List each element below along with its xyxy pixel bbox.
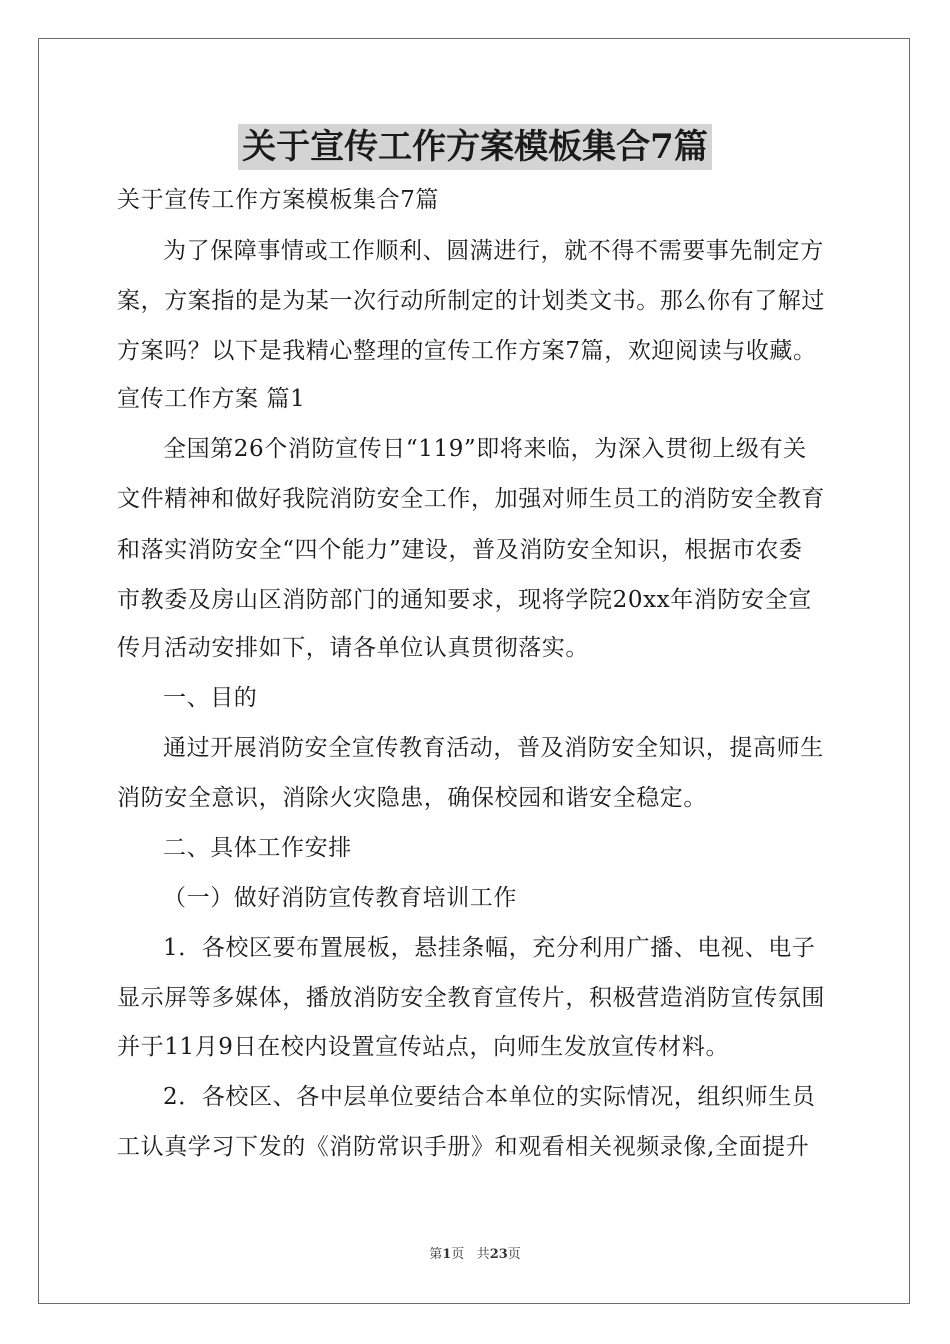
paragraph-line: 消防安全意识，消除火灾隐患，确保校园和谐安全稳定。 xyxy=(117,785,707,811)
subsection-heading: 一、目的 xyxy=(163,685,258,711)
subsection-heading: 二、具体工作安排 xyxy=(163,835,352,861)
paragraph-line: 显示屏等多媒体，播放消防安全教育宣传片，积极营造消防宣传氛围 xyxy=(117,985,825,1011)
paragraph-line: 1．各校区要布置展板，悬挂条幅，充分利用广播、电视、电子 xyxy=(163,935,816,961)
page-border xyxy=(38,38,910,1304)
paragraph-line: 市教委及房山区消防部门的通知要求，现将学院20xx年消防安全宣 xyxy=(117,587,812,613)
page-footer xyxy=(0,1246,950,1264)
title-wrap xyxy=(0,124,950,170)
paragraph-line: 通过开展消防安全宣传教育活动，普及消防安全知识，提高师生 xyxy=(163,735,824,761)
paragraph-line: 案，方案指的是为某一次行动所制定的计划类文书。那么你有了解过 xyxy=(117,288,825,314)
document-title: 关于宣传工作方案模板集合7篇 xyxy=(238,124,712,170)
page-suffix: 页 xyxy=(451,1247,465,1262)
paragraph-line: 2．各校区、各中层单位要结合本单位的实际情况，组织师生员 xyxy=(163,1084,816,1110)
total-prefix: 共 xyxy=(476,1247,490,1262)
paragraph-line: 传月活动安排如下，请各单位认真贯彻落实。 xyxy=(117,635,589,661)
paragraph-line: 文件精神和做好我院消防安全工作，加强对师生员工的消防安全教育 xyxy=(117,486,825,512)
paragraph-line: 为了保障事情或工作顺利、圆满进行，就不得不需要事先制定方 xyxy=(163,238,824,264)
page-number: 1 xyxy=(442,1247,452,1262)
total-pages: 23 xyxy=(489,1247,508,1262)
total-suffix: 页 xyxy=(507,1247,521,1262)
paragraph-line: 并于11月9日在校内设置宣传站点，向师生发放宣传材料。 xyxy=(117,1034,730,1060)
subsection-heading: （一）做好消防宣传教育培训工作 xyxy=(163,885,517,911)
page-prefix: 第 xyxy=(429,1247,443,1262)
paragraph-line: 方案吗？以下是我精心整理的宣传工作方案7篇，欢迎阅读与收藏。 xyxy=(117,338,817,364)
subtitle-line: 关于宣传工作方案模板集合7篇 xyxy=(117,187,440,213)
paragraph-line: 全国第26个消防宣传日“119”即将来临，为深入贯彻上级有关 xyxy=(163,436,807,462)
paragraph-line: 工认真学习下发的《消防常识手册》和观看相关视频录像,全面提升 xyxy=(117,1134,810,1160)
paragraph-line: 和落实消防安全“四个能力”建设，普及消防安全知识，根据市农委 xyxy=(117,537,803,563)
section-heading: 宣传工作方案 篇1 xyxy=(117,386,306,412)
